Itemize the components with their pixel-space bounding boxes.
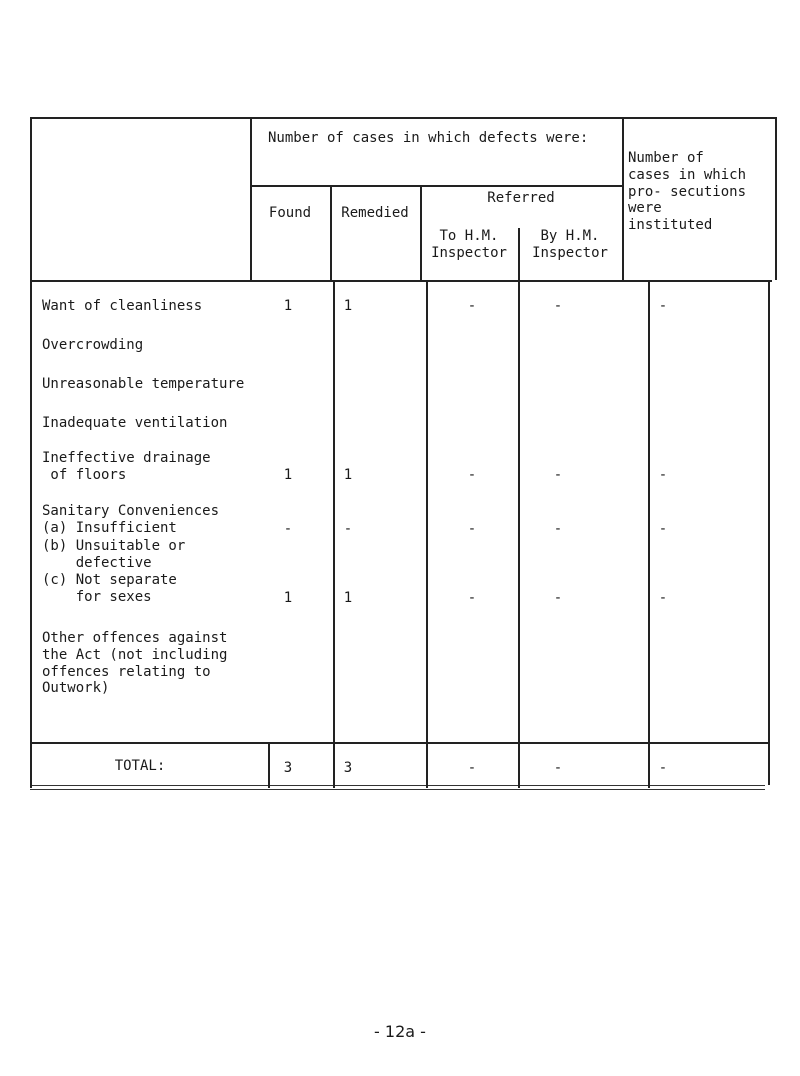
to-hm-inspector-header: To H.M. Inspector <box>431 228 507 261</box>
header-divider-prosecutions <box>622 117 624 280</box>
prosecutions-cell: - <box>658 590 668 606</box>
row-label: Overcrowding <box>42 337 144 353</box>
found-cell: 1 <box>283 590 293 606</box>
total-label: TOTAL: <box>114 758 166 774</box>
header-divider-found <box>330 185 332 280</box>
remedied-cell: 1 <box>343 590 353 606</box>
prosecutions-cell: - <box>658 521 668 537</box>
to-hm-cell: - <box>467 298 477 314</box>
found-cell: 1 <box>283 298 293 314</box>
total-by-hm-cell: - <box>553 760 563 776</box>
row-label: Want of cleanliness <box>42 298 203 314</box>
remedied-cell: 1 <box>343 467 353 483</box>
prosecutions-cell: - <box>658 467 668 483</box>
total-top-rule <box>30 742 768 744</box>
remedied-cell: 1 <box>343 298 353 314</box>
row-label: Unreasonable temperature <box>42 376 245 392</box>
row-label: (c) Not separate for sexes <box>42 572 177 605</box>
total-remedied-cell: 3 <box>343 760 353 776</box>
left-border-body <box>30 280 32 788</box>
table-top-rule <box>30 117 777 119</box>
row-label: Ineffective drainage of floors <box>42 450 211 483</box>
remedied-header: Remedied <box>341 205 409 221</box>
left-border <box>30 117 32 280</box>
group-title: Number of cases in which defects were: <box>268 130 589 146</box>
right-border <box>775 117 777 280</box>
by-hm-cell: - <box>553 590 563 606</box>
right-border-body <box>768 280 770 785</box>
group-header-rule <box>250 185 622 187</box>
header-bottom-rule <box>30 280 772 282</box>
by-hm-cell: - <box>553 298 563 314</box>
total-found-cell: 3 <box>283 760 293 776</box>
prosecutions-header: Number of cases in which pro- secutions were instituted <box>628 150 747 234</box>
total-to-hm-cell: - <box>467 760 477 776</box>
by-hm-inspector-header: By H.M. Inspector <box>532 228 608 261</box>
by-hm-cell: - <box>553 521 563 537</box>
found-cell: - <box>283 521 293 537</box>
row-label: Sanitary Conveniences (a) Insufficient <box>42 503 220 536</box>
row-label: Inadequate ventilation <box>42 415 228 431</box>
table-bottom-double-rule <box>30 785 765 790</box>
referred-header: Referred <box>487 190 555 206</box>
to-hm-cell: - <box>467 521 477 537</box>
header-divider-label <box>250 117 252 280</box>
page-number: - 12a - <box>374 1022 426 1041</box>
by-hm-cell: - <box>553 467 563 483</box>
row-label: (b) Unsuitable or defective <box>42 538 186 571</box>
row-label: Other offences against the Act (not including offences relating to Outwork) <box>42 630 228 697</box>
remedied-cell: - <box>343 521 353 537</box>
found-cell: 1 <box>283 467 293 483</box>
prosecutions-cell: - <box>658 298 668 314</box>
found-header: Found <box>268 205 312 221</box>
to-hm-cell: - <box>467 467 477 483</box>
total-prosecutions-cell: - <box>658 760 668 776</box>
to-hm-cell: - <box>467 590 477 606</box>
